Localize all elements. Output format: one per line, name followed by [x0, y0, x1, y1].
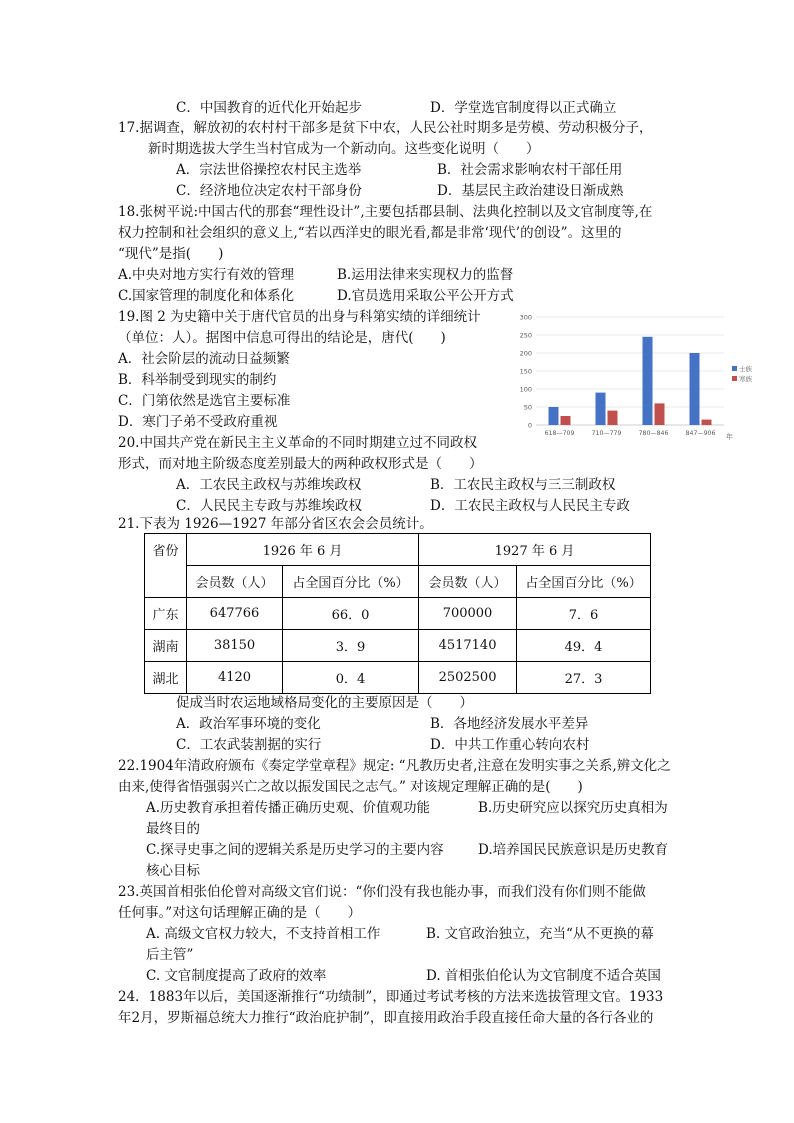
- q22-stem-line2: 由来,使得省悟强弱兴亡之故以振发国民之志气。” 对该规定理解正确的是( ): [118, 779, 583, 795]
- province-cell: 湖北: [145, 662, 187, 694]
- q18-stem-line1: 18.张树平说:中国古代的那套“理性设计”,主要包括郡县制、法典化控制以及文官制度等,在: [118, 204, 653, 220]
- chart-y-tick-label: 250: [519, 331, 532, 340]
- q22-option-b-line2: 最终目的: [146, 821, 200, 837]
- chart-y-ticks: [520, 314, 532, 430]
- period-1926-header: 1926 年 6 月: [187, 534, 419, 566]
- q23-option-d: D. 首相张伯伦认为文官制度不适合英国: [426, 968, 661, 984]
- percent-cell: 3．9: [283, 630, 419, 662]
- q21-option-d: D．中共工作重心转向农村: [430, 737, 590, 753]
- chart-bar: [608, 411, 618, 425]
- period-1927-header: 1927 年 6 月: [419, 534, 651, 566]
- q17-stem-line1: 17.据调查，解放初的农村村干部多是贫下中农，人民公社时期多是劳模、劳动积极分子，: [118, 120, 653, 136]
- chart-bar: [690, 353, 700, 425]
- q23-option-b-line1: B. 文官政治独立，充当“从不更换的幕: [426, 926, 654, 942]
- q19-option-d: D．寒门子弟不受政府重视: [118, 414, 278, 430]
- chart-legend-label: 寒族: [739, 375, 752, 383]
- q20-option-b: B．工农民主政权与三三制政权: [430, 477, 616, 493]
- chart-y-tick-label: 200: [519, 349, 532, 358]
- chart-y-tick-label: 150: [519, 367, 532, 376]
- chart-y-tick-label: 300: [519, 313, 532, 322]
- q21-option-b: B．各地经济发展水平差异: [430, 716, 589, 732]
- officials-origin-bar-chart: [506, 307, 768, 445]
- province-cell: 广东: [145, 598, 187, 630]
- chart-bar: [596, 393, 606, 425]
- members-cell: 2502500: [419, 662, 517, 694]
- q20-option-a: A．工农民主政权与苏维埃政权: [176, 477, 362, 493]
- q20-option-c: C．人民民主专政与苏维埃政权: [176, 498, 362, 514]
- chart-bar: [561, 416, 571, 425]
- table-header-row: [145, 534, 651, 566]
- q19-stem-line1: 19.图 2 为史籍中关于唐代官员的出身与科第实绩的详细统计: [118, 309, 481, 325]
- chart-x-tick-label: 710—779: [591, 430, 622, 437]
- q21-option-a: A．政治军事环境的变化: [176, 716, 321, 732]
- q18-stem-line2: 权力控制和社会组织的意义上,“若以西洋史的眼光看,都是非常‘现代’的创设”。这里的: [118, 225, 622, 241]
- q23-stem-line2: 任何事。”对这句话理解正确的是（ ）: [118, 905, 362, 921]
- chart-x-tick-label: 847—906: [685, 430, 716, 437]
- chart-x-axis-label: 年: [726, 433, 733, 441]
- chart-bars: [549, 337, 712, 425]
- q20-stem-line2: 形式，而对地主阶级态度差别最大的两种政权形式是（ ）: [118, 456, 483, 472]
- percent-cell: 27．3: [517, 662, 651, 694]
- members-cell: 4517140: [419, 630, 517, 662]
- chart-bar: [702, 420, 712, 425]
- q19-option-b: B．科举制受到现实的制约: [118, 372, 277, 388]
- q17-option-c: C．经济地位决定农村干部身份: [176, 183, 362, 199]
- q21-stem: 21.下表为 1926—1927 年部分省区农会会员统计。: [118, 516, 433, 532]
- q22-option-c: C.探寻史事之间的逻辑关系是历史学习的主要内容: [146, 842, 444, 858]
- chart-y-tick-label: 50: [523, 403, 532, 412]
- q23-option-b-line2: 后主管”: [146, 947, 194, 963]
- table-row: [145, 630, 651, 662]
- percent-1927-header: 占全国百分比（%）: [517, 566, 651, 598]
- percent-cell: 49．4: [517, 630, 651, 662]
- q22-option-d-line1: D.培养国民民族意识是历史教育: [478, 842, 669, 858]
- members-cell: 647766: [187, 598, 283, 630]
- chart-y-tick-label: 0: [527, 421, 532, 430]
- members-cell: 38150: [187, 630, 283, 662]
- table-row: [145, 662, 651, 694]
- q18-option-b: B.运用法律来实现权力的监督: [337, 267, 514, 283]
- chart-bar: [549, 407, 559, 425]
- chart-legend-label: 士族: [739, 365, 752, 373]
- q22-stem-line1: 22.1904年清政府颁布《奏定学堂章程》规定: “凡教历史者,注意在发明实事之关系,辨文化之: [118, 758, 671, 774]
- chart-x-ticks: [545, 430, 716, 437]
- q18-stem-line3: “现代”是指( ): [118, 246, 224, 262]
- members-cell: 4120: [187, 662, 283, 694]
- chart-y-tick-label: 100: [519, 385, 532, 394]
- q19-stem-line2: （单位：人）。据图中信息可得出的结论是，唐代( ): [118, 330, 446, 346]
- percent-cell: 66．0: [283, 598, 419, 630]
- q24-stem-line1: 24．1883年以后，美国逐渐推行“功绩制”，即通过考试考核的方法来选拔管理文官。1933: [118, 989, 664, 1005]
- chart-legend-swatch: [732, 376, 737, 381]
- q17-option-a: A．宗法世俗操控农村民主选举: [176, 162, 362, 178]
- percent-1926-header: 占全国百分比（%）: [283, 566, 419, 598]
- percent-cell: 7．6: [517, 598, 651, 630]
- q23-option-c: C. 文官制度提高了政府的效率: [146, 968, 327, 984]
- chart-bar: [643, 337, 653, 425]
- members-cell: 700000: [419, 598, 517, 630]
- q24-stem-line2: 年2月，罗斯福总统大力推行“政治庇护制”，即直接用政治手段直接任命大量的各行各业的: [118, 1010, 654, 1026]
- chart-legend: [732, 364, 753, 383]
- percent-cell: 0．4: [283, 662, 419, 694]
- q18-option-c: C.国家管理的制度化和体系化: [118, 288, 295, 304]
- q22-option-b-line1: B.历史研究应以探究历史真相为: [478, 800, 668, 816]
- q18-option-a: A.中央对地方实行有效的管理: [118, 267, 295, 283]
- table-subheader-row: [145, 566, 651, 598]
- members-1926-header: 会员数（人）: [187, 566, 283, 598]
- q22-option-d-line2: 核心目标: [146, 863, 200, 879]
- q19-option-c: C．门第依然是选官主要标准: [118, 393, 291, 409]
- q23-option-a: A. 高级文官权力较大，不支持首相工作: [146, 926, 381, 942]
- q16-option-c: C．中国教育的近代化开始起步: [176, 100, 362, 116]
- q23-stem-line1: 23.英国首相张伯伦曾对高级文官们说：“你们没有我也能办事，而我们没有你们则不能做: [118, 884, 646, 900]
- q17-option-b: B．社会需求影响农村干部任用: [437, 162, 623, 178]
- chart-x-tick-label: 780—846: [638, 430, 669, 437]
- q18-option-d: D.官员选用采取公平公开方式: [337, 288, 514, 304]
- chart-x-tick-label: 618—709: [544, 430, 575, 437]
- q21-question: 促成当时农运地域格局变化的主要原因是（ ）: [176, 695, 473, 711]
- peasant-association-table: [144, 533, 651, 694]
- members-1927-header: 会员数（人）: [419, 566, 517, 598]
- chart-legend-swatch: [732, 366, 737, 371]
- province-header: 省份: [145, 534, 187, 598]
- q17-option-d: D．基层民主政治建设日渐成熟: [437, 183, 624, 199]
- q16-option-d: D．学堂选官制度得以正式确立: [430, 100, 617, 116]
- q17-stem-line2: 新时期选拔大学生当村官成为一个新动向。这些变化说明（ ）: [148, 141, 540, 157]
- chart-bar: [655, 403, 665, 425]
- q21-option-c: C．工农武装割据的实行: [176, 737, 322, 753]
- q20-stem-line1: 20.中国共产党在新民主主义革命的不同时期建立过不同政权: [118, 435, 477, 451]
- q22-option-a: A.历史教育承担着传播正确历史观、价值观功能: [146, 800, 431, 816]
- table-row: [145, 598, 651, 630]
- province-cell: 湖南: [145, 630, 187, 662]
- q20-option-d: D．工农民主政权与人民民主专政: [430, 498, 630, 514]
- q19-option-a: A．社会阶层的流动日益频繁: [118, 351, 290, 367]
